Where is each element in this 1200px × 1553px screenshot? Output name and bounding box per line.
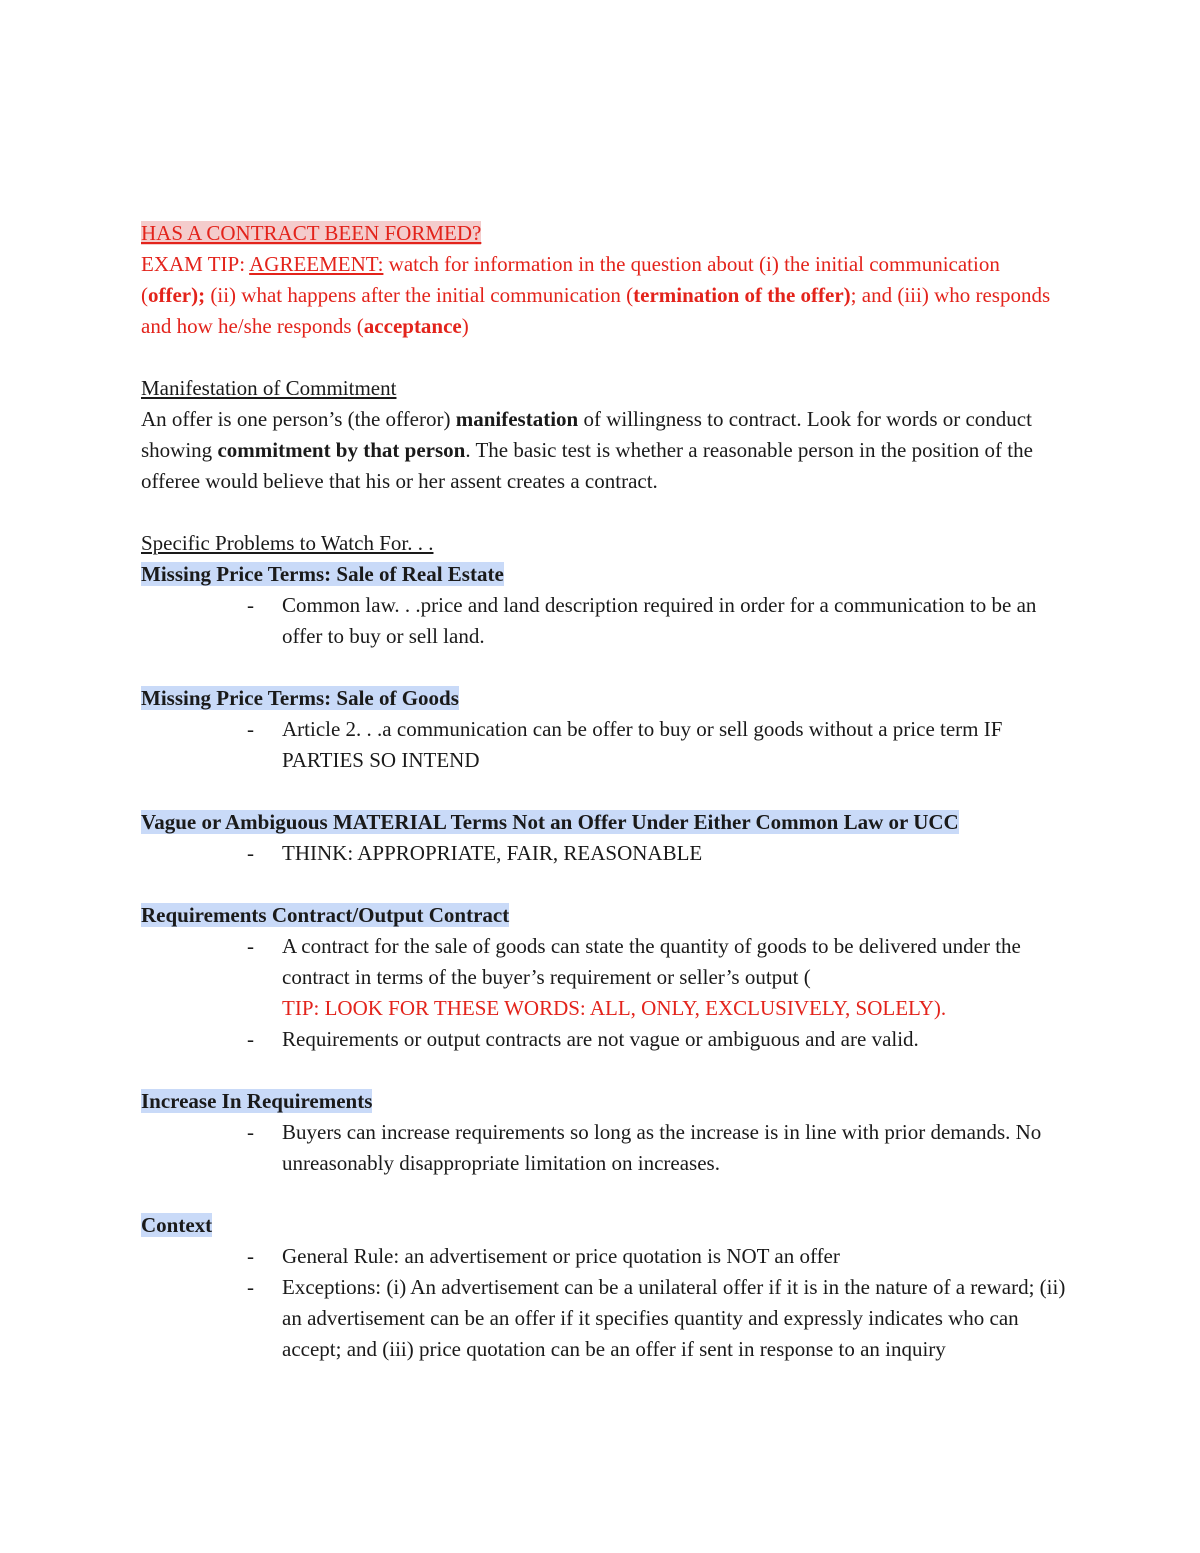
list-item <box>141 590 1066 652</box>
increase-list <box>141 1117 1066 1179</box>
list-item <box>141 838 1066 869</box>
commitment-bold: commitment by that person <box>217 438 466 462</box>
page-title <box>141 218 1066 249</box>
vague-heading-text: Vague or Ambiguous MATERIAL Terms Not an Offer Under Either Common Law or UCC <box>141 810 959 834</box>
bullet-marker: - <box>247 1027 254 1051</box>
section-heading-vague <box>141 807 1066 838</box>
list-item <box>141 1241 1066 1272</box>
specific-problems-heading <box>141 528 1066 559</box>
manifestation-text-3: . The basic test is whether a reasonable person in the position of the offeree would believe that his or her assent creates a contract. <box>141 438 1033 493</box>
requirements-list <box>141 931 1066 1055</box>
section-heading-goods <box>141 683 1066 714</box>
exam-tip <box>141 249 1066 342</box>
list-item-text: Exceptions: (i) An advertisement can be a unilateral offer if it is in the nature of a reward; (ii) an advertisement can be an offer if it specifies quantity and expressly indicates who can accept; and (iii) price quotation can be an offer if sent in response to an inquiry <box>282 1275 1066 1361</box>
list-item <box>141 931 1066 1024</box>
manifestation-heading <box>141 373 1066 404</box>
requirements-tip: TIP: LOOK FOR THESE WORDS: ALL, ONLY, EXCLUSIVELY, SOLELY). <box>282 996 947 1020</box>
vague-list <box>141 838 1066 869</box>
exam-tip-text-2: (ii) what happens after the initial communication ( <box>205 283 634 307</box>
exam-tip-acceptance: acceptance <box>363 314 462 338</box>
real-estate-heading-text: Missing Price Terms: Sale of Real Estate <box>141 562 504 586</box>
goods-list <box>141 714 1066 776</box>
goods-heading-text: Missing Price Terms: Sale of Goods <box>141 686 459 710</box>
specific-problems-text: Specific Problems to Watch For. . . <box>141 531 434 555</box>
section-heading-real-estate <box>141 559 1066 590</box>
context-list <box>141 1241 1066 1365</box>
exam-tip-label: EXAM TIP: <box>141 252 250 276</box>
list-item <box>141 714 1066 776</box>
list-item <box>141 1117 1066 1179</box>
bullet-marker: - <box>247 841 254 865</box>
bullet-marker: - <box>247 717 254 741</box>
list-item-text: Buyers can increase requirements so long as the increase is in line with prior demands. No unreasonably disappropriate limitation on increases. <box>282 1120 1042 1175</box>
bullet-marker: - <box>247 1120 254 1144</box>
exam-tip-termination: termination of the offer) <box>633 283 851 307</box>
bullet-marker: - <box>247 1244 254 1268</box>
exam-tip-agreement: AGREEMENT: <box>249 252 384 276</box>
section-heading-requirements <box>141 900 1066 931</box>
exam-tip-offer: offer); <box>148 283 206 307</box>
requirements-heading-text: Requirements Contract/Output Contract <box>141 903 510 927</box>
section-heading-context <box>141 1210 1066 1241</box>
list-item <box>141 1024 1066 1055</box>
manifestation-bold: manifestation <box>455 407 579 431</box>
manifestation-text-2: of willingness to contract. Look for words or conduct showing <box>141 407 1032 462</box>
increase-heading-text: Increase In Requirements <box>141 1089 373 1113</box>
list-item-text: A contract for the sale of goods can state the quantity of goods to be delivered under the contract in terms of the buyer’s requirement or seller’s output ( <box>282 934 1021 989</box>
list-item-text: THINK: APPROPRIATE, FAIR, REASONABLE <box>282 841 703 865</box>
bullet-marker: - <box>247 934 254 958</box>
list-item-text: Article 2. . .a communication can be offer to buy or sell goods without a price term IF PARTIES SO INTEND <box>282 717 1003 772</box>
list-item-text: Requirements or output contracts are not vague or ambiguous and are valid. <box>282 1027 919 1051</box>
context-heading-text: Context <box>141 1213 213 1237</box>
section-heading-increase <box>141 1086 1066 1117</box>
exam-tip-text-3: ; and (iii) who responds and how he/she responds ( <box>141 283 1051 338</box>
bullet-marker: - <box>247 1275 254 1299</box>
exam-tip-text-4: ) <box>461 314 469 338</box>
exam-tip-text-1: watch for information in the question about (i) the initial communication ( <box>141 252 1000 307</box>
manifestation-text-1: An offer is one person’s (the offeror) <box>141 407 456 431</box>
bullet-marker: - <box>247 593 254 617</box>
title-text: HAS A CONTRACT BEEN FORMED? <box>141 221 482 245</box>
list-item-text: General Rule: an advertisement or price quotation is NOT an offer <box>282 1244 840 1268</box>
manifestation-heading-text: Manifestation of Commitment <box>141 376 397 400</box>
list-item <box>141 1272 1066 1365</box>
document-body <box>141 218 1066 1365</box>
list-item-text: Common law. . .price and land description required in order for a communication to be an offer to buy or sell land. <box>282 593 1037 648</box>
manifestation-paragraph <box>141 404 1066 497</box>
real-estate-list <box>141 590 1066 652</box>
